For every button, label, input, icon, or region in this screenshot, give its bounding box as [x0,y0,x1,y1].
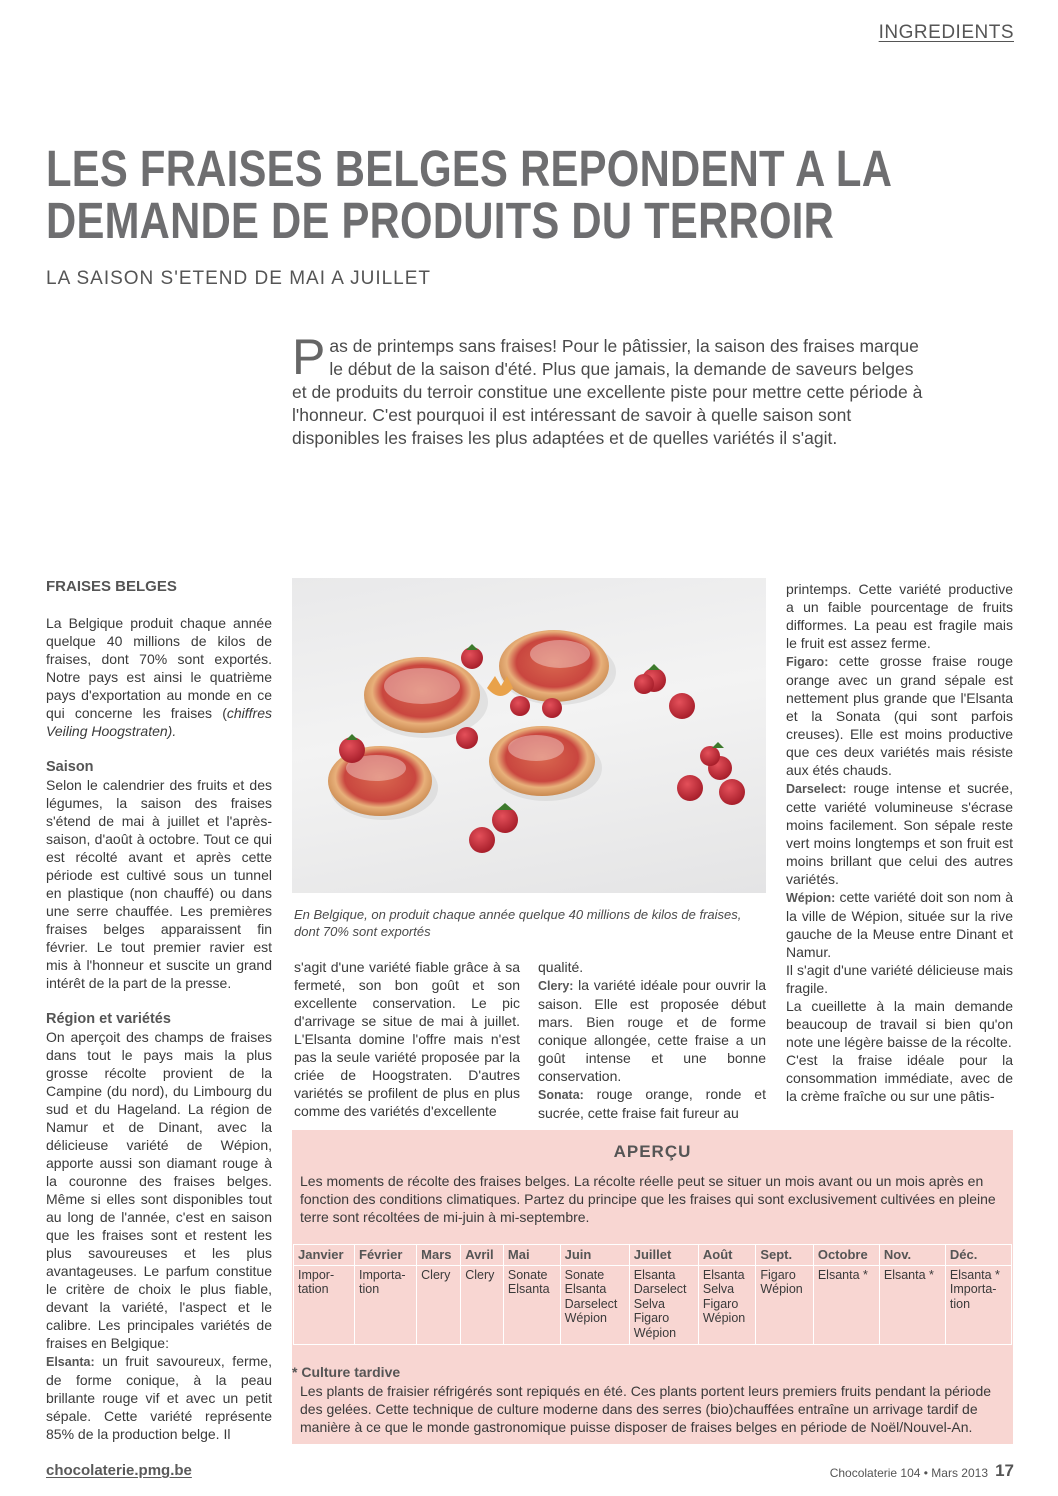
variety-entry: Figaro [760,1267,796,1282]
month-header: Février [355,1245,417,1266]
month-header: Juin [560,1245,629,1266]
heading-saison: Saison [46,759,94,775]
variety-entry: Wépion [564,1311,607,1325]
variety-entry: Wépion [702,1311,746,1325]
variety-entry: tion [949,1296,971,1311]
page-subtitle: LA SAISON S'ETEND DE MAI A JUILLET [46,268,432,289]
paragraph-intro: La Belgique produit chaque année quelque 40 millions de kilos de fraises, dont 70% sont exportés. Notre pays est ainsi le quatrième pays d'exportation au monde en ce qui concerne les fraises (chiffres Veiling Hoogstraten). [46,615,272,739]
harvest-cell [945,1265,1011,1345]
variety-darselect: Darselect: rouge intense et sucrée, cette variété volumineuse s'écrase moins facilement. Son sépale reste vert moins longtemps et son fruit est moins brillant que celui des autres variétés. [786,780,1013,887]
harvest-cell [294,1265,355,1345]
source-note: chiffres Veiling Hoogstraten). [46,705,272,739]
variety-entry: Impor- [298,1267,335,1282]
variety-entry: Elsanta [507,1282,550,1296]
variety-entry: Elsanta * [949,1267,1000,1282]
variety-entry: Figaro [702,1296,739,1311]
harvest-cell [417,1265,461,1345]
paragraph-wepion-2: Il s'agit d'une variété délicieuse mais fragile. [786,962,1013,996]
late-culture-text: Les plants de fraisier réfrigérés sont repiqués en été. Ces plants portent leurs premiers fruits pendant la période des gelées. Cette technique de culture moderne dans des serres (bio)chauffées entraîne un arrivage tardif de manière à ce que le monde gastronomique puisse disposer de fraises belges en période de Noël/Nouvel-An. [300,1383,992,1435]
variety-entry: Elsanta [702,1267,745,1282]
variety-entry: Clery [421,1267,451,1282]
harvest-table-row [294,1265,1012,1345]
variety-entry: Selva [633,1296,666,1311]
paragraph-col3: qualité. [538,959,584,975]
late-culture-title: * Culture tardive [292,1364,401,1380]
harvest-cell [756,1265,813,1345]
harvest-cell [461,1265,504,1345]
heading-region: Région et variétés [46,1011,171,1027]
harvest-table-header [294,1245,1012,1266]
month-header: Mars [417,1245,461,1266]
month-header: Sept. [756,1245,813,1266]
harvest-cell [355,1265,417,1345]
variety-entry: Elsanta [564,1282,607,1296]
variety-entry: tation [298,1282,329,1296]
paragraph-col4: printemps. Cette variété productive a un faible pourcentage de fruits difformes. La peau est fragile mais le fruit est assez ferme. [786,581,1013,651]
month-header: Janvier [294,1245,355,1266]
variety-entry: Darselect [564,1296,618,1311]
variety-entry: Darselect [633,1282,687,1296]
variety-entry: Sonate [507,1267,548,1282]
harvest-table [293,1244,1012,1345]
apercu-intro: Les moments de récolte des fraises belges. La récolte réelle peut se situer un mois avant ou un mois après en fonction des conditions climatiques. Partez du principe que les fraises qui sont exclusivement cultivées en pleine terre sont récoltées de mi-juin à mi-septembre. [300,1173,996,1225]
dropcap: P [292,329,326,385]
footer-issue: Chocolaterie 104 • Mars 2013 [829,1466,988,1480]
variety-wepion: Wépion: cette variété doit son nom à la ville de Wépion, située sur la rive gauche de la Meuse entre Dinant et Namur. [786,889,1013,960]
month-header: Mai [503,1245,560,1266]
footer-url[interactable]: chocolaterie.pmg.be [46,1462,192,1479]
paragraph-saison: Selon le calendrier des fruits et des légumes, la saison des fraises s'étend de mai à juillet et l'après-saison, d'août à octobre. Tout ce qui est récolté avant et après cette période est cultivé sous un tunnel en plastique (non chauffé) ou dans une serre chauffée. Les premières fraises belges apparaissent fin février. Le tout premier ravier est mis à l'honneur et suscite un grand intérêt de la part de la presse. [46,777,272,991]
variety-entry: Elsanta [633,1267,676,1282]
page-number: 17 [995,1461,1014,1480]
column-2 [294,958,520,1120]
column-1 [46,578,272,1443]
harvest-cell [879,1265,945,1345]
title-line-2: DEMANDE DE PRODUITS DU TERROIR [46,192,835,249]
variety-entry: Elsanta * [883,1267,934,1282]
paragraph-wepion-4: C'est la fraise idéale pour la consommation immédiate, avec de la crème fraîche ou sur une pâtis- [786,1052,1013,1104]
variety-entry: Sonate [564,1267,605,1282]
month-header: Octobre [813,1245,879,1266]
variety-entry: Selva [702,1282,735,1296]
page-title [46,140,893,249]
tartlets-photo [292,578,766,893]
variety-entry: Importa- [949,1282,997,1296]
apercu-title: APERÇU [613,1142,692,1161]
harvest-cell [698,1265,755,1345]
lead-paragraph [292,329,932,450]
paragraph-wepion-3: La cueillette à la main demande beaucoup de travail si bien qu'on note une légère baisse de la récolte. [786,998,1013,1050]
tartlets-illustration [292,578,766,893]
paragraph-col2: s'agit d'une variété fiable grâce à sa fermeté, son bon goût et son excellente conservation. Le pic d'arrivage se situe de mai à juillet. L'Elsanta domine l'offre mais n'est pas la seule variété proposée par la criée de Hoogstraten. D'autres variétés se profilent de plus en plus comme des variétés d'excellente [294,959,520,1119]
month-header: Août [698,1245,755,1266]
column-3 [538,958,766,1122]
section-label: INGREDIENTS [878,22,1014,43]
variety-entry: Wépion [760,1282,803,1296]
variety-elsanta: Elsanta: un fruit savoureux, ferme, de forme conique, à la peau brillante rouge vif et avec un petit sépale. Cette variété représente 85% de la production belge. Il [46,1353,272,1442]
harvest-cell [560,1265,629,1345]
month-header: Avril [461,1245,504,1266]
heading-fraises-belges: FRAISES BELGES [46,578,177,595]
variety-entry: Clery [465,1267,495,1282]
apercu-box [292,1130,1013,1444]
variety-entry: Importa- [359,1267,406,1282]
variety-entry: tion [359,1282,380,1296]
lead-text: as de printemps sans fraises! Pour le pâtissier, la saison des fraises marque le début de la saison d'été. Plus que jamais, la demande de saveurs belges et de produits du terroir constitue une excellente piste pour mettre cette période à l'honneur. C'est pourquoi il est intéressant de savoir à quelle saison sont disponibles les fraises les plus adaptées et de quelles variétés il s'agit. [292,336,923,448]
variety-entry: Elsanta * [817,1267,868,1282]
variety-entry: Wépion [633,1325,677,1340]
variety-clery: Clery: la variété idéale pour ouvrir la saison. Elle est proposée début mars. Bien rouge et de forme conique allongée, cette fraise a un goût intense et une bonne conservation. [538,977,766,1084]
harvest-cell [813,1265,879,1345]
month-header: Déc. [945,1245,1011,1266]
variety-figaro: Figaro: cette grosse fraise rouge orange avec un grand sépale est nettement plus grande que l'Elsanta et la Sonata (qui sont parfois creuses). Elle est moins productive que ces deux variétés mais résiste aux étés chauds. [786,653,1013,778]
paragraph-region: On aperçoit des champs de fraises dans tout le pays mais la plus grosse récolte provient de la Campine (du nord), du Limbourg du sud et du Hageland. La région de Namur et de Dinant, avec la délicieuse variété de Wépion, apporte aussi son diamant rouge à la couronne des fraises belges. Même si elles sont disponibles tout au long de l'année, c'est en saison que les fraises sont et restent les plus savoureuses et les plus avantageuses. Le parfum constitue le critère de choix le plus fiable, devant la variété, l'aspect et le calibre. Les principales variétés de fraises en Belgique: [46,1029,272,1351]
harvest-cell [629,1265,698,1345]
harvest-cell [503,1265,560,1345]
variety-entry: Figaro [633,1311,670,1325]
month-header: Juillet [629,1245,698,1266]
variety-sonata: Sonata: rouge orange, ronde et sucrée, cette fraise fait fureur au [538,1086,766,1121]
month-header: Nov. [879,1245,945,1266]
column-4 [786,580,1013,1105]
photo-caption: En Belgique, on produit chaque année quelque 40 millions de kilos de fraises, dont 70% sont exportés [294,907,742,939]
title-line-1: LES FRAISES BELGES REPONDENT A LA [46,140,893,197]
